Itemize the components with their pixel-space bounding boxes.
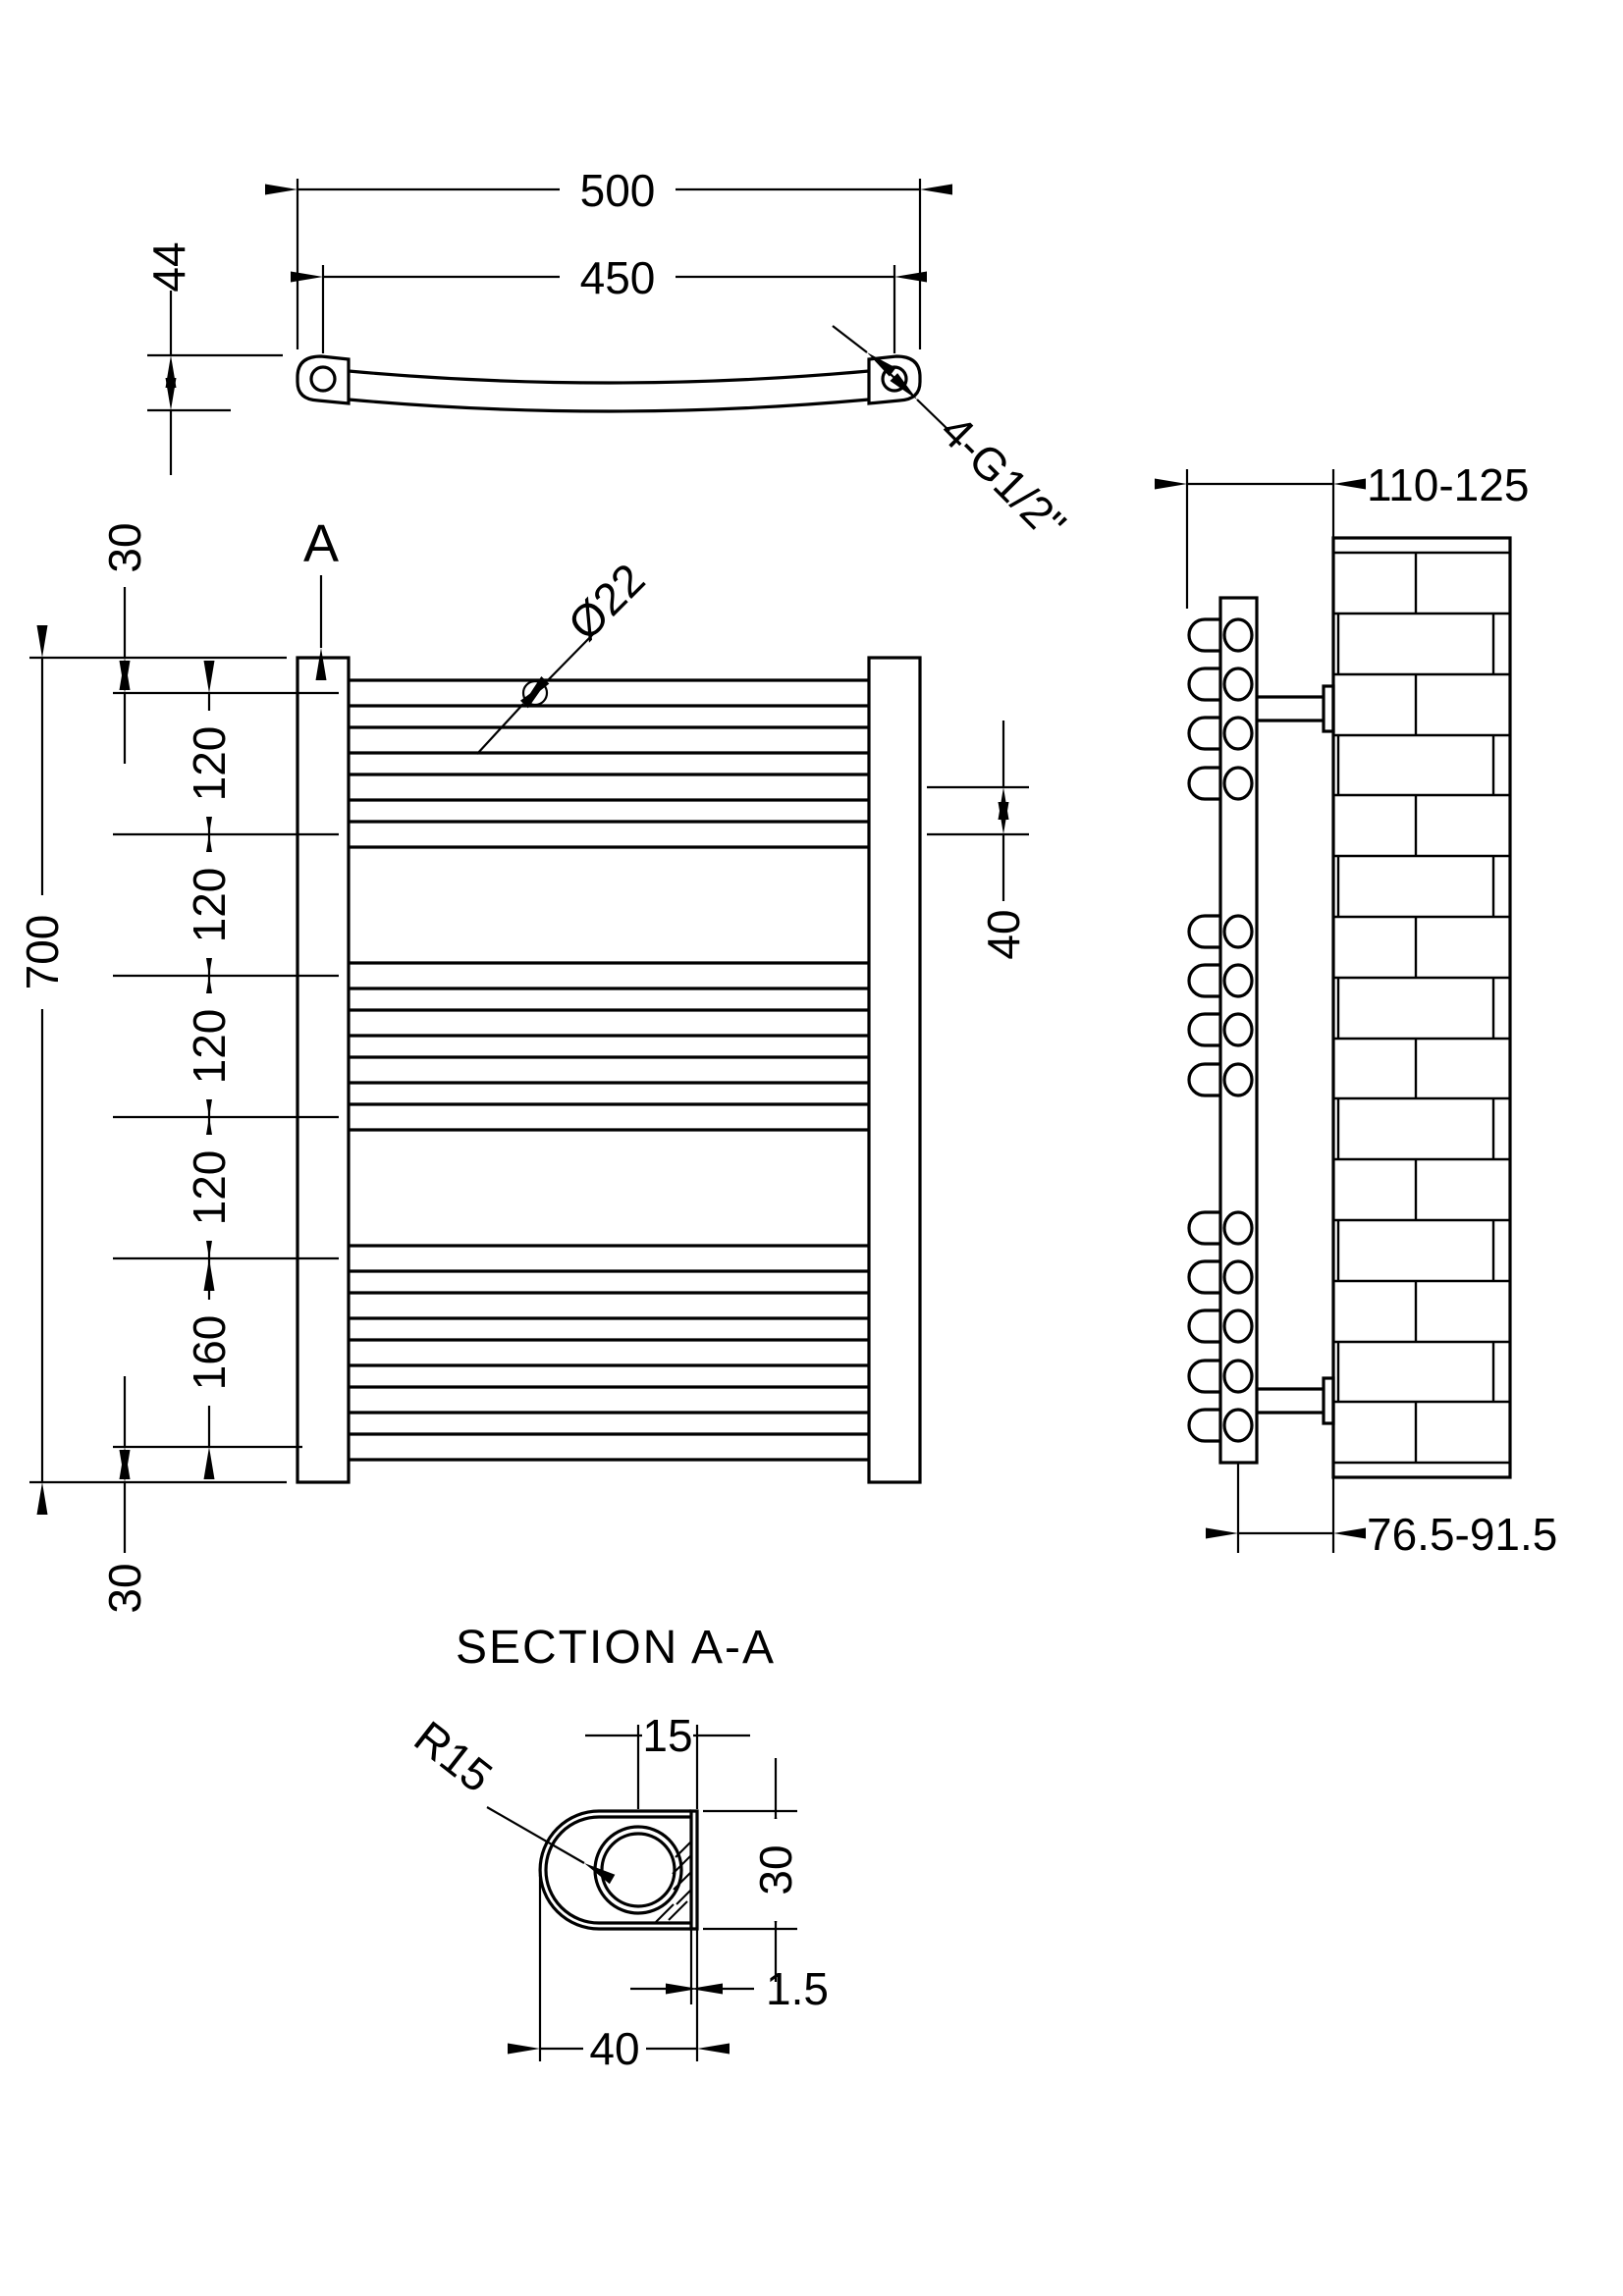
dim-label-44: 44 [143,241,194,293]
dim-label-76-91: 76.5-91.5 [1367,1509,1558,1560]
dim-label-15: 15 [642,1710,693,1761]
section-a-a-view [406,1622,829,2074]
dim-label-120-3: 120 [184,1008,235,1085]
dim-label-r15: R15 [405,1710,503,1802]
dim-label-120-4: 120 [184,1149,235,1226]
dim-label-160: 160 [184,1314,235,1391]
dim-label-30-bottom: 30 [99,1563,150,1614]
dim-label-30-section: 30 [750,1844,801,1896]
bottom-wall-bracket [1257,1378,1333,1423]
dim-label-700: 700 [17,914,68,990]
back-plate [691,1811,697,1929]
rungs [349,680,869,1460]
tapping-callout-label: 4-G1/2" [930,404,1076,551]
tube-diameter-label: Ø22 [558,553,655,651]
tube-bore-inner [602,1834,675,1906]
rail-profile-outer [540,1811,691,1929]
dim-label-40-pitch: 40 [978,909,1029,960]
towel-bar-top-edge [349,371,869,383]
side-view [1187,459,1557,1560]
left-wall-bracket [298,356,349,403]
top-wall-bracket [1257,686,1333,731]
dim-label-1-5: 1.5 [766,1963,829,2014]
dim-label-120-1: 120 [184,725,235,802]
dim-label-450: 450 [579,252,656,303]
dim-label-120-2: 120 [184,867,235,943]
top-view [143,165,1076,550]
towel-bar-bottom-edge [349,400,869,411]
tube-bore-outer [595,1827,681,1913]
dim-label-40-width: 40 [589,2023,640,2074]
right-wall-bracket [869,356,920,403]
front-view [17,514,1029,1614]
dim-label-110-125: 110-125 [1367,459,1530,510]
section-title: SECTION A-A [455,1622,777,1674]
left-rail [298,658,349,1482]
dim-label-500: 500 [579,165,656,216]
dim-label-30-top: 30 [99,522,150,573]
tube-diameter-marker [523,681,547,705]
brick-wall [1333,538,1510,1477]
right-rail [869,658,920,1482]
left-bracket-hole [311,367,335,391]
section-marker-a: A [302,514,340,573]
